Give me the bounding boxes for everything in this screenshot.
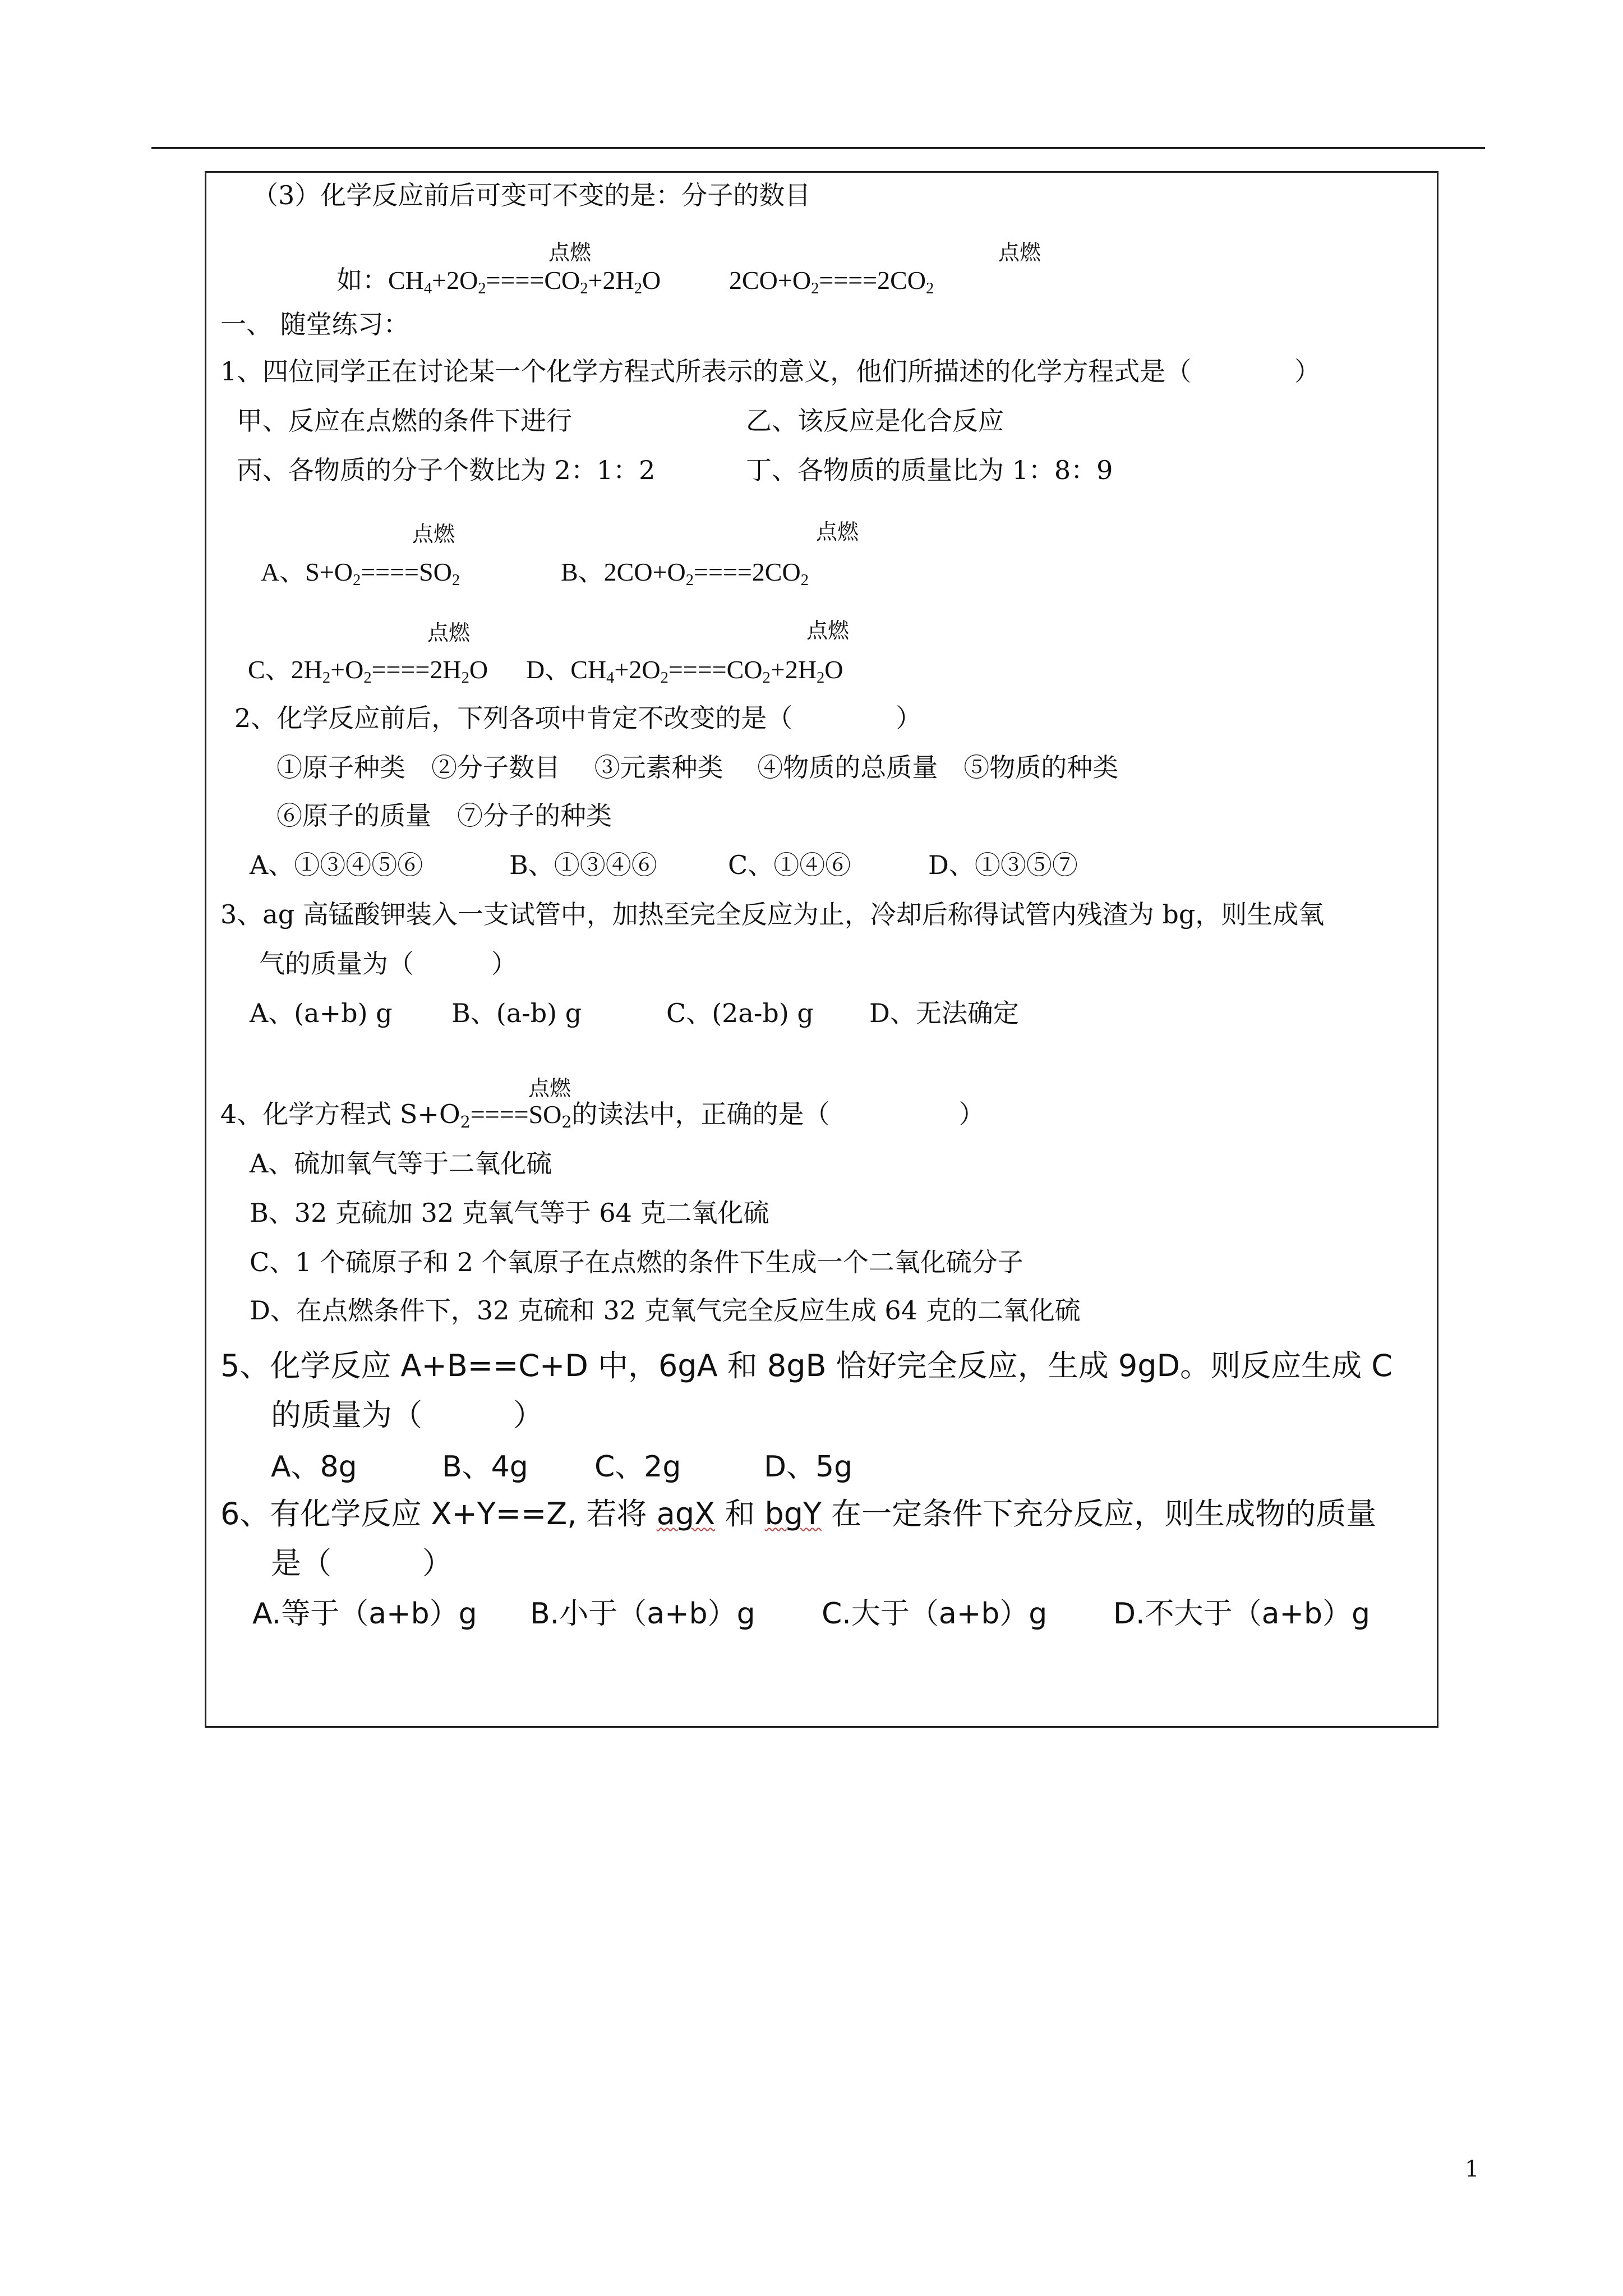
section-title: 一、 随堂练习： <box>220 309 409 339</box>
q6-option-d[interactable]: D.不大于（a+b）g <box>1113 1597 1371 1631</box>
q1-statement-jia: 甲、反应在点燃的条件下进行 <box>237 406 572 436</box>
intro-line-3: （3）化学反应前后可变可不变的是：分子的数目 <box>252 180 811 210</box>
q5-option-b[interactable]: B、4g <box>442 1450 528 1484</box>
q3-stem-line-1: 3、ag 高锰酸钾装入一支试管中，加热至完全反应为止，冷却后称得试管内残渣为 bg，则生成氧 <box>220 899 1325 930</box>
q4-option-b[interactable]: B、32 克硫加 32 克氧气等于 64 克二氧化硫 <box>250 1198 769 1228</box>
q5-option-a[interactable]: A、8g <box>271 1450 357 1484</box>
condition-label: 点燃 <box>806 618 850 643</box>
page-number: 1 <box>1465 2156 1479 2182</box>
q1-option-d[interactable]: D、$CH_4+2O_2====CO_2+2H_2O$ <box>526 655 843 687</box>
q3-option-b[interactable]: B、(a-b) g <box>451 998 582 1028</box>
q1-option-a[interactable]: A、$S+O_2====SO_2$ <box>261 558 460 589</box>
condition-label: 点燃 <box>528 1076 571 1101</box>
q1-statement-bing: 丙、各物质的分子个数比为 2：1：2 <box>237 455 656 485</box>
q4-option-c[interactable]: C、1 个硫原子和 2 个氧原子在点燃的条件下生成一个二氧化硫分子 <box>250 1247 1023 1277</box>
q6-option-a[interactable]: A.等于（a+b）g <box>252 1597 477 1631</box>
q1-option-c[interactable]: C、$2H_2+O_2====2H_2O$ <box>248 655 488 687</box>
q3-option-c[interactable]: C、(2a-b) g <box>666 998 814 1028</box>
q3-option-d[interactable]: D、无法确定 <box>869 998 1019 1028</box>
condition-label: 点燃 <box>998 240 1041 265</box>
condition-label: 点燃 <box>548 240 592 265</box>
q5-option-d[interactable]: D、5g <box>764 1450 853 1484</box>
q1-statement-yi: 乙、该反应是化合反应 <box>746 406 1004 436</box>
q2-option-b[interactable]: B、①③④⑥ <box>509 850 657 880</box>
q1-option-b[interactable]: B、$2CO+O_2====2CO_2$ <box>561 558 809 589</box>
example-equation-2: $2CO+O_2====2CO_2$ <box>729 266 934 297</box>
q2-items-line-2: ⑥原子的质量 ⑦分子的种类 <box>276 800 612 831</box>
q5-stem-line-1: 5、化学反应 A+B==C+D 中，6gA 和 8gB 恰好完全反应，生成 9gD。则反应生成 C <box>220 1348 1393 1383</box>
q6-stem-line-1: 6、有化学反应 X+Y==Z, 若将 agX 和 bgY 在一定条件下充分反应，则生成物的质量 <box>220 1496 1377 1531</box>
condition-label: 点燃 <box>412 522 455 546</box>
q1-stem: 1、四位同学正在讨论某一个化学方程式所表示的意义，他们所描述的化学方程式是（ ） <box>220 356 1321 386</box>
q5-stem-line-2: 的质量为（ ） <box>271 1397 543 1433</box>
q2-items-line-1: ①原子种类 ②分子数目 ③元素种类 ④物质的总质量 ⑤物质的种类 <box>276 752 1119 783</box>
q2-option-d[interactable]: D、①③⑤⑦ <box>928 850 1078 880</box>
example-equation-1: 如：$CH_4+2O_2====CO_2+2H_2O$ <box>336 266 661 297</box>
q4-option-d[interactable]: D、在点燃条件下，32 克硫和 32 克氧气完全反应生成 64 克的二氧化硫 <box>250 1295 1081 1326</box>
q5-option-c[interactable]: C、2g <box>594 1450 681 1484</box>
condition-label: 点燃 <box>427 620 471 645</box>
q3-option-a[interactable]: A、(a+b) g <box>250 998 393 1028</box>
q1-statement-ding: 丁、各物质的质量比为 1：8：9 <box>746 455 1113 485</box>
header-rule <box>151 147 1485 149</box>
q3-stem-line-2: 气的质量为（ ） <box>259 949 517 979</box>
q2-stem: 2、化学反应前后，下列各项中肯定不改变的是（ ） <box>234 703 922 733</box>
q4-stem: 4、化学方程式 $S+O_2====SO_2$的读法中，正确的是（ ） <box>220 1099 985 1131</box>
q6-stem-line-2: 是（ ） <box>271 1545 453 1581</box>
q2-option-a[interactable]: A、①③④⑤⑥ <box>250 850 423 880</box>
q4-option-a[interactable]: A、硫加氧气等于二氧化硫 <box>250 1148 552 1179</box>
q2-option-c[interactable]: C、①④⑥ <box>728 850 851 880</box>
q6-option-b[interactable]: B.小于（a+b）g <box>530 1597 755 1631</box>
q6-option-c[interactable]: C.大于（a+b）g <box>822 1597 1048 1631</box>
condition-label: 点燃 <box>816 519 859 544</box>
